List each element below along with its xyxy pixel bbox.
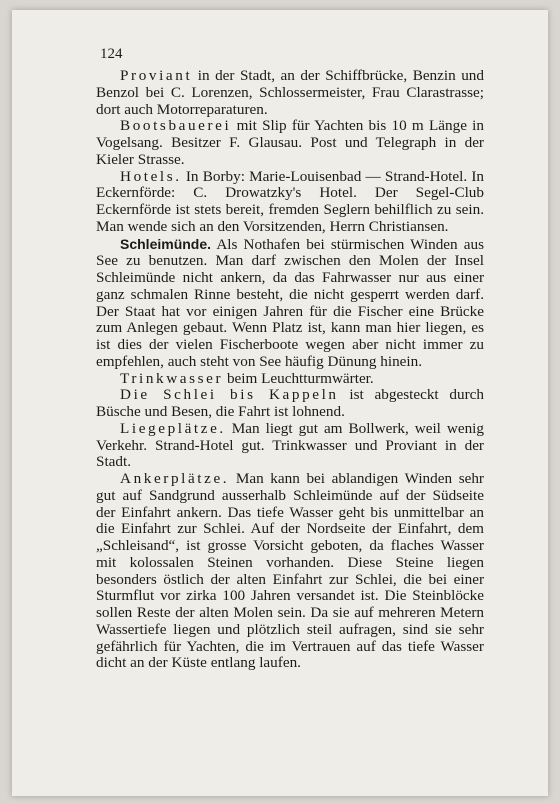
- paragraph-schlei: [96, 387, 484, 421]
- paragraph-lead: Die Schlei bis Kappeln: [120, 386, 339, 404]
- paragraph-hotels: [96, 169, 484, 236]
- paragraph-text: ist abgesteckt durch Büsche und Besen, die Fahrt ist lohnend.: [96, 386, 485, 420]
- paragraph-proviant: [96, 68, 484, 118]
- paragraph-text: Man kann bei ablandigen Winden sehr gut auf Sandgrund ausserhalb Schleimünde auf der Südseite der Einfahrt ankern. Das tiefe Wasser geht bis unmittelbar an die Einfahrt zur Schlei. Auf der Nordseite der Einfahrt, dem „Schleisand“, ist grosse Vorsicht geboten, da flaches Wasser mit kolossalen Steinen vorhanden. Diese Steine liegen besonders östlich der alten Einfahrt zur Schlei, die bei einer Sturmflut vor zirka 100 Jahren versandet ist. Die Steinblöcke sollen Reste der alten Molen sein. Da sie auf mehreren Metern Wassertiefe liegen und plötzlich steil aufragen, sind sie sehr gefährlich für Yachten, die im Vertrauen auf das tiefe Wasser dicht an der Küste entlang laufen.: [96, 470, 484, 672]
- paragraph-lead: Hotels.: [120, 167, 182, 185]
- paragraph-lead: Bootsbauerei: [120, 117, 232, 135]
- paragraph-lead: Liegeplätze.: [120, 419, 226, 437]
- paragraph-text: beim Leuchtturmwärter.: [223, 369, 374, 387]
- paragraph-lead: Ankerplätze.: [120, 470, 230, 487]
- page-body: [96, 68, 484, 672]
- paragraph-text: mit Slip für Yachten bis 10 m Länge in Vogelsang. Besitzer F. Glausau. Post und Telegraph in der Kieler Strasse.: [96, 117, 484, 168]
- paragraph-lead: Trinkwasser: [120, 369, 224, 387]
- paragraph-bootsbauerei: [96, 118, 484, 168]
- book-page: [12, 10, 548, 796]
- paragraph-trinkwasser: [96, 371, 484, 388]
- paragraph-schleimuende: [96, 236, 484, 371]
- paragraph-text: in der Stadt, an der Schiffbrücke, Benzin und Benzol bei C. Lorenzen, Schlossermeister, Frau Clarastrasse; dort auch Motorreparaturen.: [96, 67, 484, 118]
- paragraph-text: Man liegt gut am Bollwerk, weil wenig Verkehr. Strand-Hotel gut. Trinkwasser und Proviant in der Stadt.: [96, 419, 484, 471]
- paragraph-text: Als Nothafen bei stürmischen Winden aus See zu benutzen. Man darf zwischen den Molen der Insel Schleimünde nicht ankern, da das Fahrwasser nur aus einer ganz schmalen Rinne besteht, die nicht gesperrt werden darf. Der Staat hat vor einigen Jahren für die Fischer eine Brücke zum Anlegen gebaut. Wenn Platz ist, kann man hier liegen, es ist dies der vielen Fischerboote wegen aber nicht immer zu empfehlen, auch steht von See häufig Dünung hinein.: [96, 235, 484, 370]
- paragraph-lead: Proviant: [120, 67, 193, 84]
- paragraph-liegeplaetze: [96, 421, 484, 471]
- paragraph-ankerplaetze: [96, 471, 484, 672]
- paragraph-text: In Borby: Marie-Louisenbad — Strand-Hotel. In Eckernförde: C. Drowatzky's Hotel. Der Segel-Club Eckernförde ist stets bereit, fremden Seglern behilflich zu sein. Man wende sich an den Vorsitzenden, Herrn Christiansen.: [96, 167, 484, 235]
- paragraph-lead: Schleimünde.: [120, 235, 212, 252]
- page-number: 124: [100, 46, 123, 62]
